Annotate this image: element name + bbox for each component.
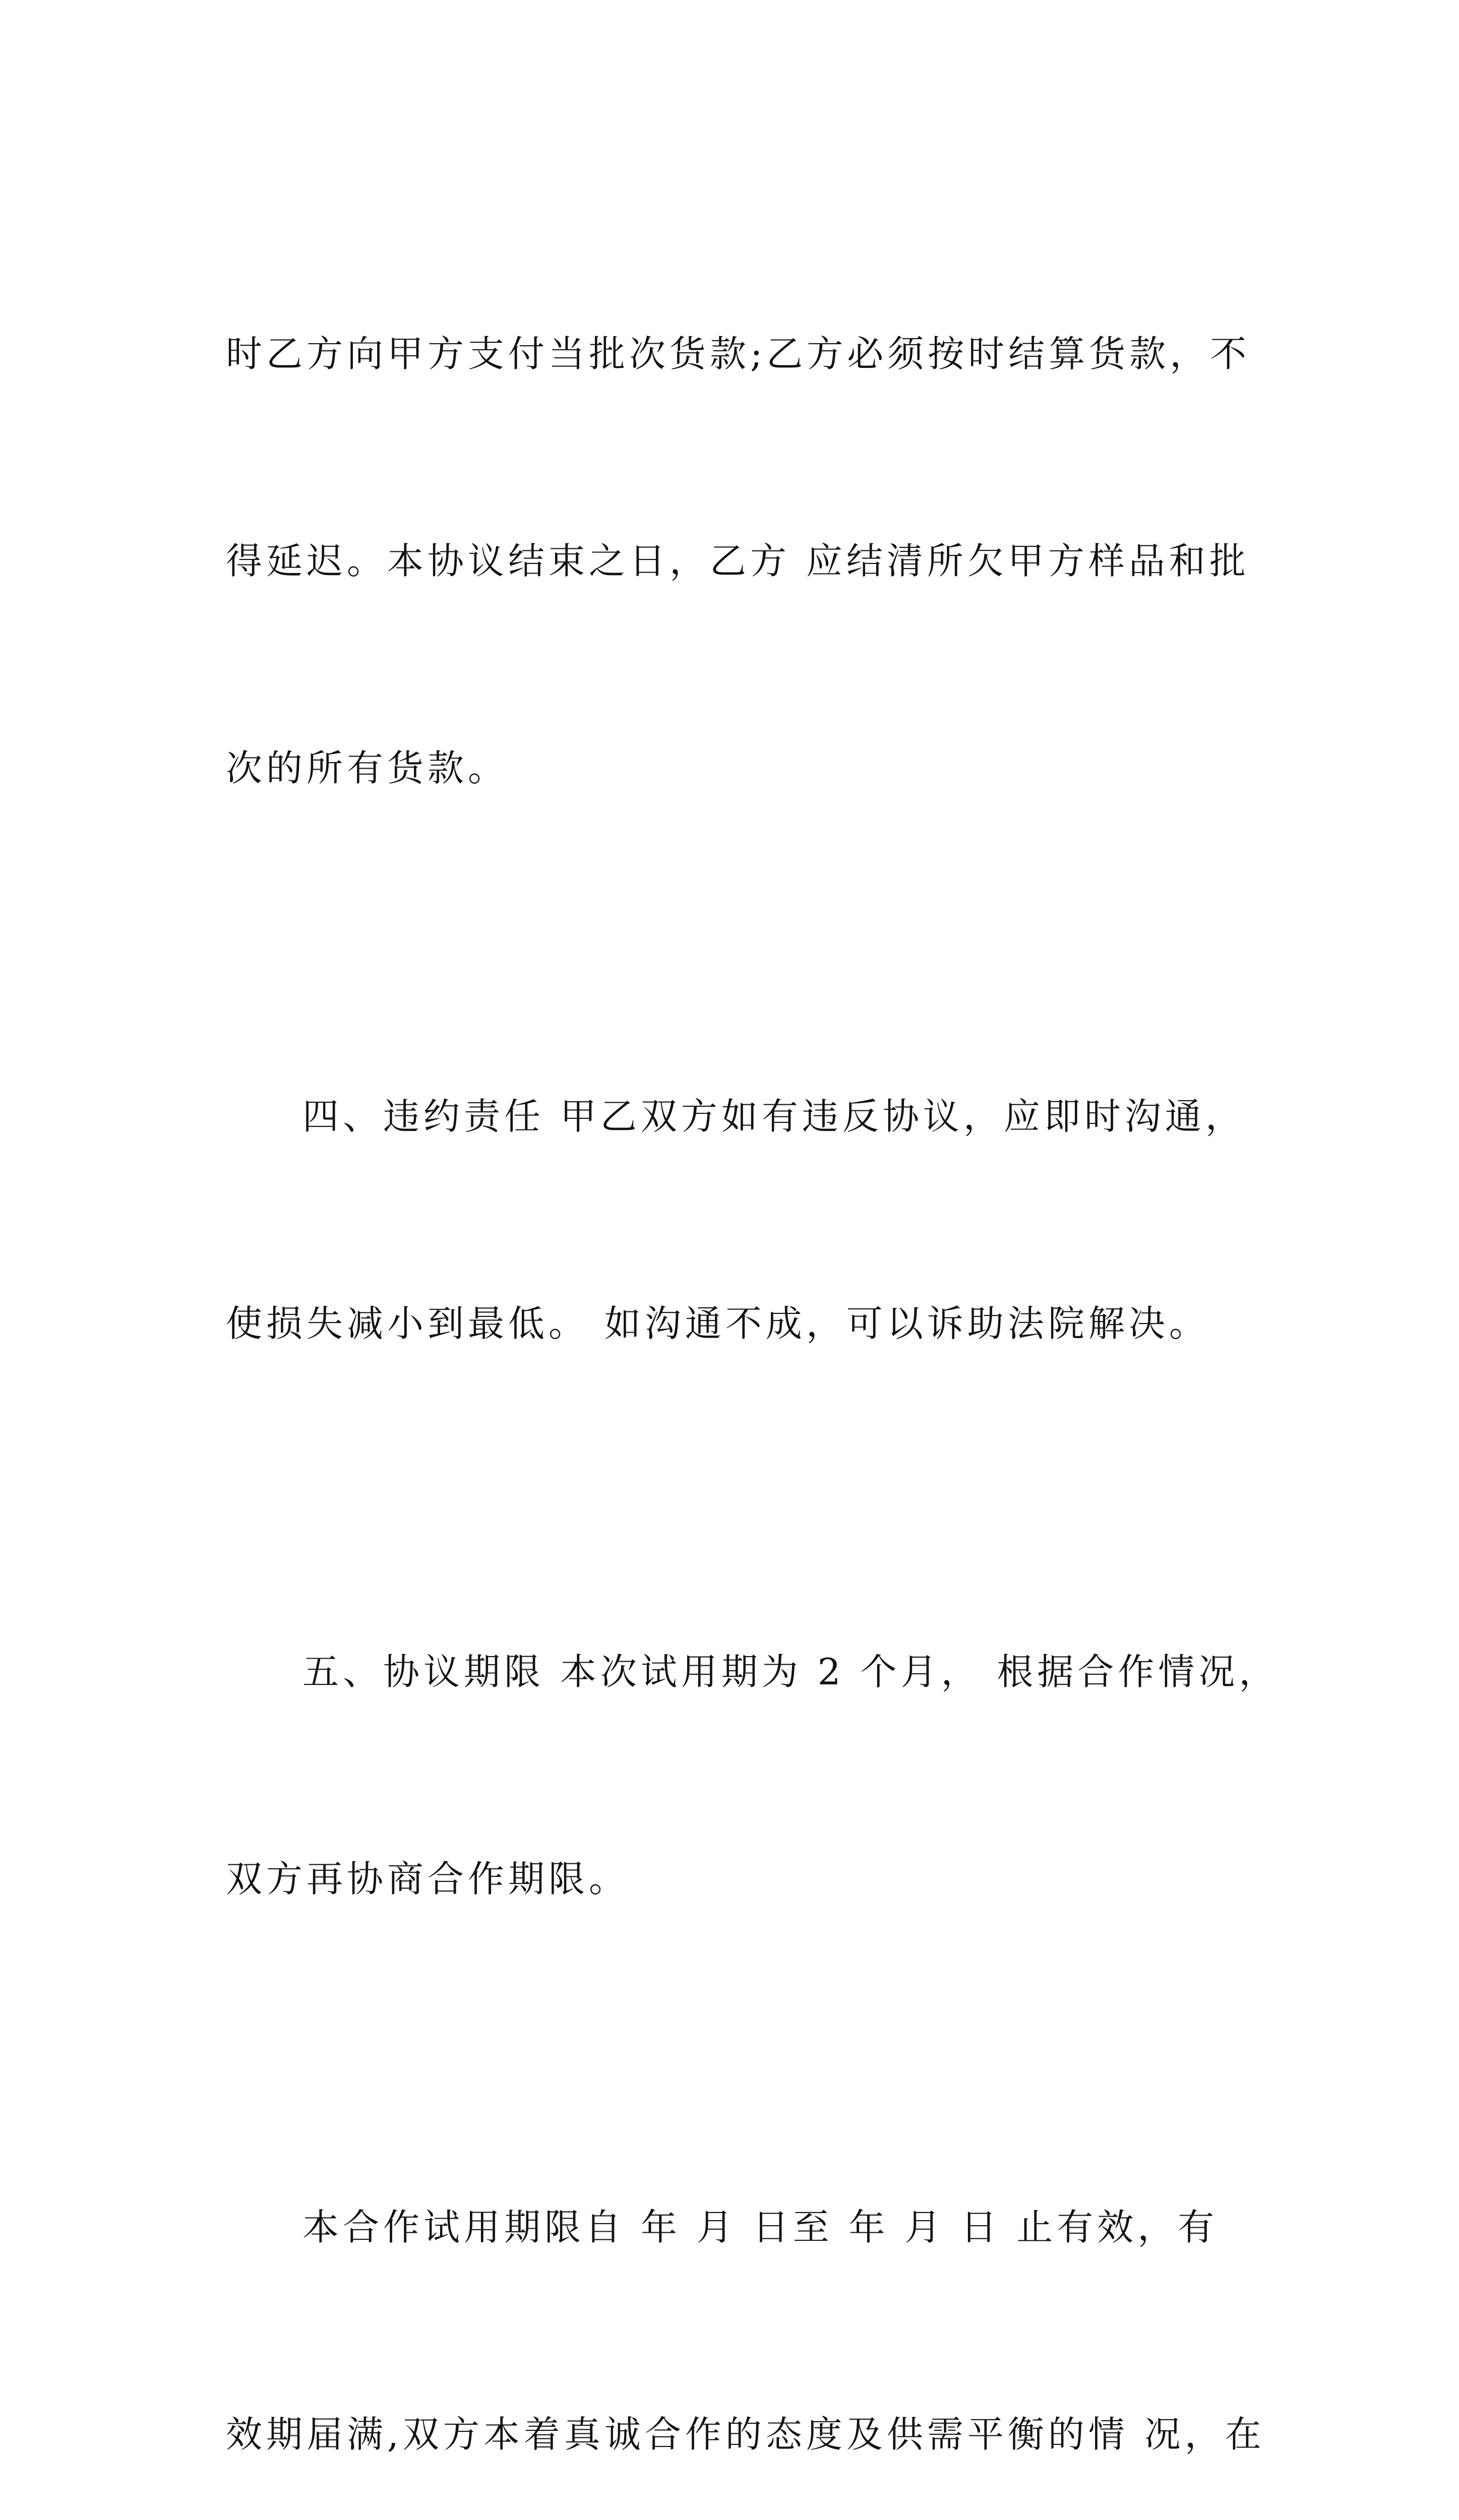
paragraph-agreement-term [226,1499,1280,2052]
text-line: 得延迟。本协议结束之日，乙方 应结清所欠甲方样品和批 [226,540,1250,582]
text-line: 效期届满,双方本着真诚合作的态度及供需平衡的情 况，在 [226,2413,1265,2455]
text-line: 双方再协商合作期限。 [226,1858,630,1900]
text-line: 使损失减小到最低。 如沟通不成，可以诉助法院解决。 [226,1302,1209,1345]
text-line: 本合作试用期限自 年 月 日至 年 月 日 止有效，有 [302,2206,1219,2248]
paragraph-trial-period [226,2055,1265,2520]
text-line: 次的所有货款。 [226,747,509,789]
text-line: 四、违约责任 甲乙双方如有违反协议，应即时沟通， [302,1095,1246,1138]
paragraph-payment-terms [226,181,1251,941]
text-line: 时乙方向甲方支付当批次货款;乙方必须按时结算货款，不 [226,333,1251,375]
paragraph-breach-liability [226,944,1244,1496]
text-line: 五、协议期限 本次试用期为 2 个月， 根据合作情况， [302,1651,1280,1693]
document-body [226,181,1280,2520]
